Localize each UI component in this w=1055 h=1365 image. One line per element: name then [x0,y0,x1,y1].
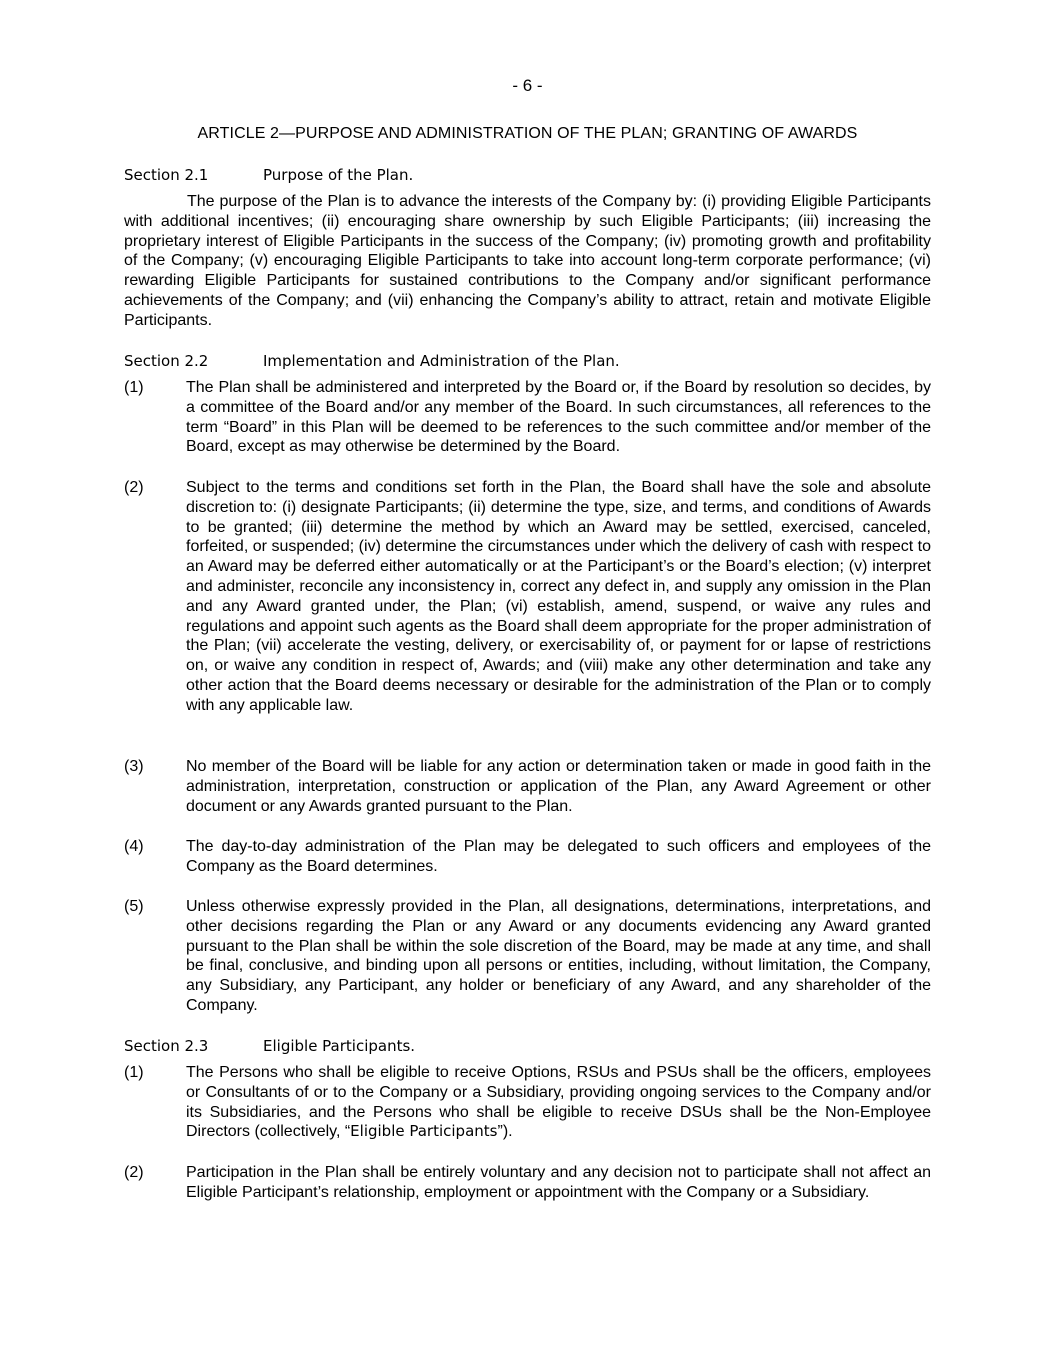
section-2-2-heading [124,351,931,371]
list-item-marker: (2) [124,479,144,496]
section-number: Section 2.1 [124,166,209,184]
section-2-1-heading [124,165,931,185]
text-after-defined-term: ”). [497,1123,513,1141]
page-number: - 6 - [512,76,543,95]
list-item [124,1163,931,1203]
list-item-text [186,1063,931,1142]
list-item [124,1063,931,1142]
article-heading: ARTICLE 2—PURPOSE AND ADMINISTRATION OF THE PLAN; GRANTING OF AWARDS [197,125,858,142]
defined-term: Eligible Participants [350,1122,498,1141]
text-before-defined-term: The Persons who shall be eligible to receive Options, RSUs and PSUs shall be the officers, employees or Consultants of or to the Company or a Subsidiary, providing ongoing services to the Company and/or its Subsidiaries, and the Persons who shall be eligible to receive DSUs shall be the Non-Employee Directors (collectively, “ [186,1064,931,1141]
list-item [124,897,931,1016]
section-number: Section 2.2 [124,352,209,370]
section-2-3-heading [124,1036,931,1056]
list-item [124,837,931,877]
list-item-text: Unless otherwise expressly provided in the Plan, all designations, determinations, interpretations, and other decisions regarding the Plan or any Award or any documents evidencing any Award granted pursuant to the Plan shall be within the sole discretion of the Board, may be made at any time, and shall be final, conclusive, and binding upon all persons or entities, including, without limitation, the Company, any Subsidiary, any Participant, any holder or beneficiary of any Award, and any shareholder of the Company. [186,898,931,1014]
list-item-marker: (5) [124,898,144,915]
section-title: Implementation and Administration of the Plan. [263,352,620,370]
list-item-text: The Plan shall be administered and interpreted by the Board or, if the Board by resolution so decides, by a committee of the Board and/or any member of the Board. In such circumstances, all references to the term “Board” in this Plan will be deemed to be references to the such committee and/or member of the Board, except as may otherwise be determined by the Board. [186,379,931,456]
list-item-text: No member of the Board will be liable for any action or determination taken or made in good faith in the administration, interpretation, construction or application of the Plan, any Award Agreement or other document or any Awards granted pursuant to the Plan. [186,758,931,815]
section-number: Section 2.3 [124,1037,209,1055]
section-2-1-paragraph: The purpose of the Plan is to advance the interests of the Company by: (i) providing Eligible Participants with additional incentives; (ii) encouraging share ownership by such Eligible Participants; (iii) increasing the proprietary interest of Eligible Participants in the success of the Company; (iv) promoting growth and profitability of the Company; (v) encouraging Eligible Participants to take into account long-term corporate performance; (vi) rewarding Eligible Participants for sustained contributions to the Company and/or significant performance achievements of the Company; and (vii) enhancing the Company’s ability to attract, retain and motivate Eligible Participants. [124,193,931,329]
section-title: Eligible Participants. [263,1037,416,1055]
list-item-text: The day-to-day administration of the Plan may be delegated to such officers and employees of the Company as the Board determines. [186,838,931,875]
list-item-marker: (2) [124,1164,144,1181]
list-item [124,757,931,816]
list-item [124,378,931,457]
list-item [124,478,931,716]
list-item-marker: (4) [124,838,144,855]
list-item-marker: (1) [124,1064,144,1081]
list-item-text: Participation in the Plan shall be entirely voluntary and any decision not to participate shall not affect an Eligible Participant’s relationship, employment or appointment with the Company or a Subsidiary. [186,1164,931,1201]
list-item-marker: (3) [124,758,144,775]
list-item-marker: (1) [124,379,144,396]
list-item-text: Subject to the terms and conditions set forth in the Plan, the Board shall have the sole and absolute discretion to: (i) designate Participants; (ii) determine the type, size, and terms, and conditions of Awards to be granted; (iii) determine the method by which an Award may be settled, exercised, canceled, forfeited, or suspended; (iv) determine the circumstances under which the delivery of cash with respect to an Award may be deferred either automatically or at the Participant’s or the Board’s election; (v) interpret and administer, reconcile any inconsistency in, correct any defect in, and supply any omission in the Plan and any Award granted under, the Plan; (vi) establish, amend, suspend, or waive any rules and regulations and appoint such agents as the Board shall deem appropriate for the proper administration of the Plan; (vii) accelerate the vesting, delivery, or exercisability of, or payment for or lapse of restrictions on, or waive any condition in respect of, Awards; and (viii) make any other determination and take any other action that the Board deems necessary or desirable for the administration of the Plan or to comply with any applicable law. [186,479,931,714]
section-title: Purpose of the Plan. [263,166,414,184]
